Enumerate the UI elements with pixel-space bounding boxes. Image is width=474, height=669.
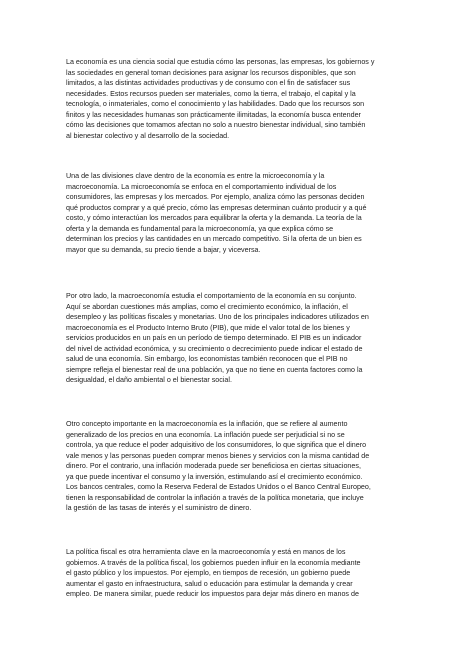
text-line: qué productos comprar y a qué precio, cómo las empresas determinan cuánto producir y a qué (66, 203, 367, 212)
text-line: desempleo y las políticas fiscales y monetarias. Uno de los principales indicadores utilizados en (66, 313, 369, 321)
text-line: Otro concepto importante en la macroeconomía es la inflación, que se refiere al aumento (66, 420, 348, 428)
text-line: siempre refleja el bienestar real de una población, ya que no tiene en cuenta factores como la (66, 365, 363, 374)
text-line: consumidores, las empresas y los mercados. Por ejemplo, analiza cómo las personas deciden (66, 193, 365, 201)
text-line: desigualdad, el daño ambiental o el bienestar social. (66, 376, 232, 384)
paragraph-macroeconomia-pib (66, 291, 412, 386)
text-line: finitos y las necesidades humanas son prácticamente ilimitadas, la economía busca entender (66, 110, 361, 119)
text-line: costo, y cómo interactúan los mercados para equilibrar la oferta y la demanda. La teoría de la (66, 214, 362, 222)
text-line: tecnología, o inmateriales, como el conocimiento y las habilidades. Dado que los recursos son (66, 100, 365, 108)
text-line: mayor que su demanda, su precio tiende a bajar, y viceversa. (66, 245, 261, 254)
text-line: cómo las decisiones que tomamos afectan no solo a nuestro bienestar individual, sino también (66, 121, 366, 129)
text-line: La política fiscal es otra herramienta clave en la macroeconomía y está en manos de los (66, 548, 346, 556)
text-line: vale menos y las personas pueden comprar menos bienes y servicios con la misma cantidad de (66, 451, 370, 460)
text-line: limitados, a las distintas actividades productivas y de consumo con el fin de satisfacer sus (66, 79, 351, 87)
text-line: determinan los precios y las cantidades en un mercado competitivo. Si la oferta de un bien es (66, 235, 362, 243)
text-line: controla, ya que reduce el poder adquisitivo de los consumidores, lo que significa que el dinero (66, 441, 367, 449)
text-line: Una de las divisiones clave dentro de la economía es entre la microeconomía y la (66, 172, 325, 180)
text-line: al bienestar colectivo y al desarrollo de la sociedad. (66, 131, 230, 140)
text-line: oferta y la demanda es fundamental para la microeconomía, ya que explica cómo se (66, 224, 334, 233)
text-line: macroeconomía. La microeconomía se enfoca en el comportamiento individual de los (66, 182, 337, 191)
text-line: Por otro lado, la macroeconomía estudia el comportamiento de la economía en su conjunto. (66, 292, 357, 300)
text-line: generalizado de los precios en una economía. La inflación puede ser perjudicial si no se (66, 430, 345, 439)
text-line: dinero. Por el contrario, una inflación moderada puede ser beneficiosa en ciertas situaciones, (66, 462, 361, 470)
text-line: gobiernos. A través de la política fiscal, los gobiernos pueden influir en la economía mediante (66, 558, 361, 567)
paragraph-microeconomia (66, 171, 412, 255)
text-line: Los bancos centrales, como la Reserva Federal de Estados Unidos o el Banco Central Europeo, (66, 483, 371, 491)
text-line: Aquí se abordan cuestiones más amplias, como el crecimiento económico, la inflación, el (66, 302, 348, 311)
text-line: el gasto público y los impuestos. Por ejemplo, en tiempos de recesión, un gobierno puede (66, 569, 351, 577)
paragraph-politica-fiscal (66, 547, 412, 600)
text-line: necesidades. Estos recursos pueden ser materiales, como la tierra, el trabajo, el capital y la (66, 89, 356, 98)
paragraph-economia-definicion (66, 57, 412, 141)
text-line: ya que puede incentivar el consumo y la inversión, estimulando así el crecimiento económico. (66, 472, 363, 481)
text-line: empleo. De manera similar, puede reducir los impuestos para dejar más dinero en manos de (66, 590, 359, 598)
text-line: las sociedades en general toman decisiones para asignar los recursos disponibles, que son (66, 68, 356, 77)
text-line: tienen la responsabilidad de controlar la inflación a través de la política monetaria, que incluye (66, 493, 364, 502)
text-line: del nivel de actividad económica, y su crecimiento o decrecimiento puede indicar el estado de (66, 344, 363, 353)
text-line: servicios producidos en un país en un período de tiempo determinado. El PIB es un indicador (66, 334, 362, 342)
text-line: la gestión de las tasas de interés y el suministro de dinero. (66, 504, 252, 512)
text-line: aumentar el gasto en infraestructura, salud o educación para estimular la demanda y crear (66, 579, 353, 588)
text-line: macroeconomía es el Producto Interno Bruto (PIB), que mide el valor total de los bienes y (66, 323, 350, 332)
paragraph-inflacion (66, 419, 412, 514)
text-line: salud de una economía. Sin embargo, los economistas también reconocen que el PIB no (66, 355, 348, 363)
text-line: La economía es una ciencia social que estudia cómo las personas, las empresas, los gobiernos y (66, 58, 375, 66)
